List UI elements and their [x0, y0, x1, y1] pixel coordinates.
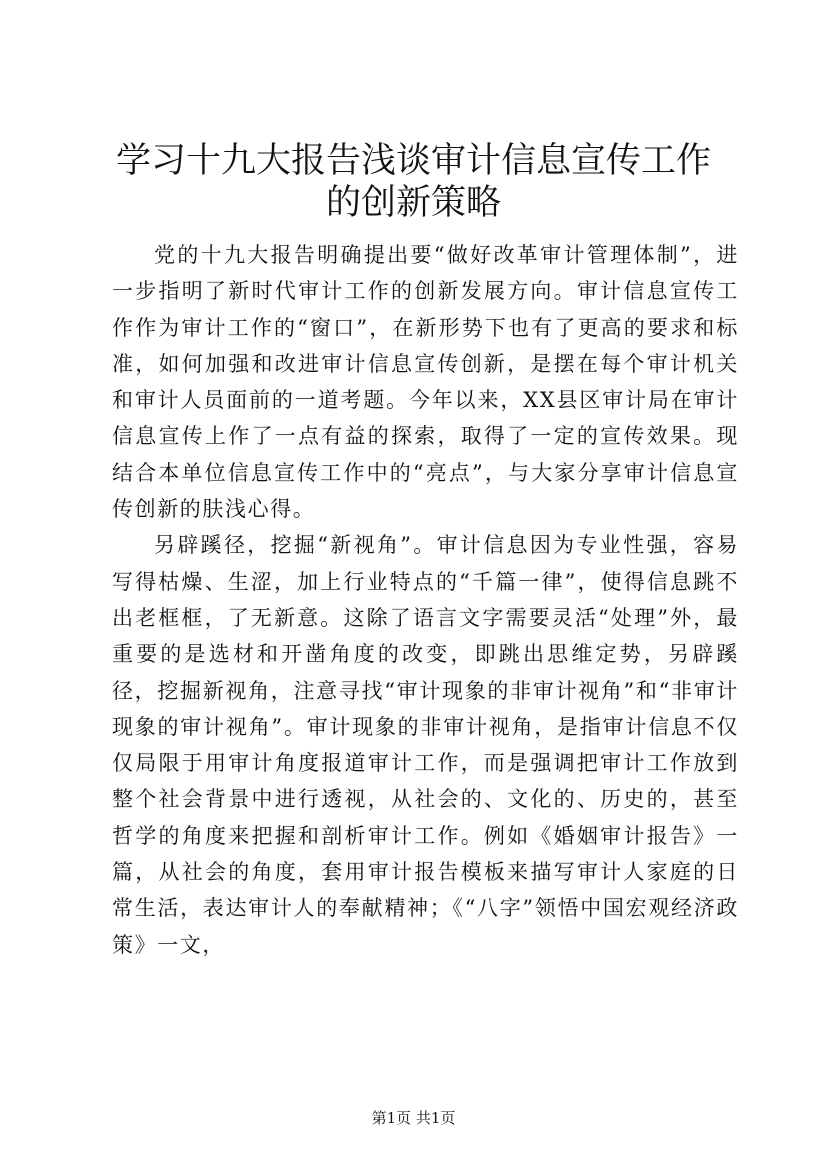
document-body [112, 237, 739, 963]
paragraph-2: 另辟蹊径，挖掘“新视角”。审计信息因为专业性强，容易写得枯燥、生涩，加上行业特点的“千篇一律”，使得信息跳不出老框框，了无新意。这除了语言文字需要灵活“处理”外，最重要的是选材和开凿角度的改变，即跳出思维定势，另辟蹊径，挖掘新视角，注意寻找“审计现象的非审计视角”和“非审计现象的审计视角”。审计现象的非审计视角，是指审计信息不仅仅局限于用审计角度报道审计工作，而是强调把审计工作放到整个社会背景中进行透视，从社会的、文化的、历史的，甚至哲学的角度来把握和剖析审计工作。例如《婚姻审计报告》一篇，从社会的角度，套用审计报告模板来描写审计人家庭的日常生活，表达审计人的奉献精神；《“八字”领悟中国宏观经济政策》一文， [112, 533, 739, 957]
document-title: 学习十九大报告浅谈审计信息宣传工作的创新策略 [115, 141, 711, 223]
paragraph-1: 党的十九大报告明确提出要“做好改革审计管理体制”，进一步指明了新时代审计工作的创新发展方向。审计信息宣传工作作为审计工作的“窗口”，在新形势下也有了更高的要求和标准，如何加强和改进审计信息宣传创新，是摆在每个审计机关和审计人员面前的一道考题。今年以来，XX县区审计局在审计信息宣传上作了一点有益的探索，取得了一定的宣传效果。现结合本单位信息宣传工作中的“亮点”，与大家分享审计信息宣传创新的肤浅心得。 [112, 243, 739, 522]
page-footer: 第1页 共1页 [371, 1109, 456, 1127]
